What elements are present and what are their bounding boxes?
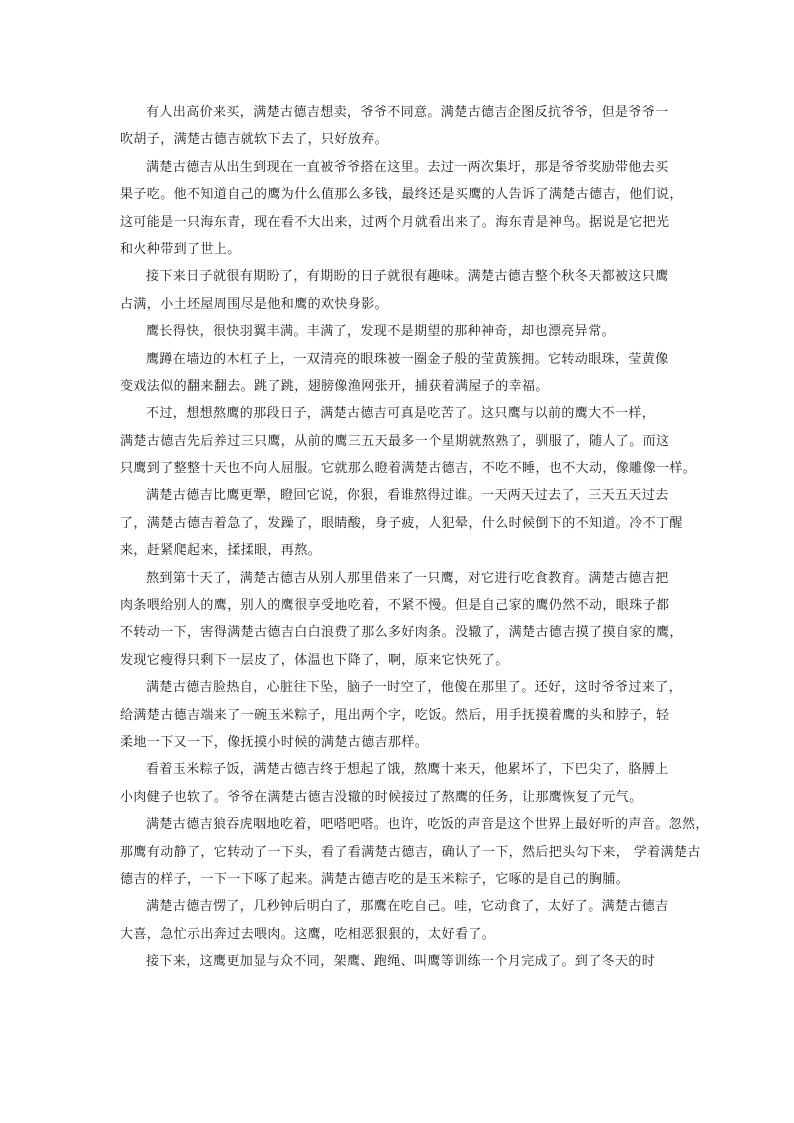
paragraph: [120, 674, 682, 756]
paragraph: [120, 154, 682, 264]
text-line: 满楚古德吉狼吞虎咽地吃着，吧嗒吧嗒。也许，吃饭的声音是这个世界上最好听的声音。忽然，: [146, 817, 709, 833]
paragraph: [120, 811, 709, 893]
paragraph: [120, 400, 697, 482]
text-line: 和火种带到了世上。: [120, 241, 241, 257]
text-line: 接下来日子就很有期盼了，有期盼的日子就很有趣味。满楚古德吉整个秋冬天都被这只鹰: [146, 269, 669, 285]
paragraph: [120, 948, 682, 975]
text-line: 接下来，这鹰更加显与众不同，架鹰、跑绳、叫鹰等训练一个月完成了。到了冬天的时: [146, 954, 656, 970]
text-line: 满楚古德吉愣了，几秒钟后明白了，那鹰在吃自己。哇，它动食了，太好了。满楚古德吉: [146, 899, 669, 915]
paragraph: [120, 565, 682, 675]
text-line: 给满楚古德吉端来了一碗玉米粽子，甩出两个字，吃饭。然后，用手抚摸着鹰的头和脖子，轻: [120, 707, 670, 723]
text-line: 小肉健子也软了。爷爷在满楚古德吉没辙的时候接过了熬鹰的任务，让那鹰恢复了元气。: [120, 789, 643, 805]
text-line: 满楚古德吉先后养过三只鹰，从前的鹰三五天最多一个星期就熬熟了，驯服了，随人了。而这: [120, 433, 670, 449]
paragraph: [120, 756, 682, 811]
text-line: 那鹰有动静了，它转动了一下头，看了看满楚古德吉，确认了一下，然后把头勾下来， 学着满楚古: [120, 844, 701, 860]
paragraph: [120, 318, 682, 345]
text-line: 鹰长得快，很快羽翼丰满。丰满了，发现不是期望的那种神奇，却也漂亮异常。: [146, 324, 616, 340]
text-line: 满楚古德吉比鹰更犟，瞪回它说，你狠，看谁熬得过谁。一天两天过去了，三天五天过去: [146, 488, 669, 504]
paragraph: [120, 263, 682, 318]
text-line: 只鹰到了整整十天也不向人屈服。它就那么瞪着满楚古德吉，不吃不睡，也不大动，像雕像一样。: [120, 461, 697, 477]
text-line: 看着玉米粽子饭，满楚古德吉终于想起了饿，熬鹰十来天，他累坏了，下巴尖了，胳膊上: [146, 762, 669, 778]
paragraph: [120, 482, 682, 564]
text-line: 肉条喂给别人的鹰，别人的鹰很享受地吃着，不紧不慢。但是自己家的鹰仍然不动，眼珠子都: [120, 598, 670, 614]
text-line: 满楚古德吉脸热自，心脏往下坠，脑子一时空了，他傻在那里了。还好，这时爷爷过来了，: [146, 680, 683, 696]
text-line: 鹰蹲在墙边的木杠子上，一双清亮的眼珠被一圈金子般的莹黄簇拥。它转动眼珠，莹黄像: [146, 351, 669, 367]
paragraph: [120, 346, 682, 401]
text-line: 柔地一下又一下，像抚摸小时候的满楚古德吉那样。: [120, 734, 429, 750]
text-line: 大喜，急忙示出奔过去喂肉。这鹰，吃相恶狠狠的，太好看了。: [120, 926, 496, 942]
text-line: 熬到第十天了，满楚古德吉从别人那里借来了一只鹰，对它进行吃食教育。满楚古德吉把: [146, 570, 669, 586]
text-line: 了，满楚古德吉着急了，发躁了，眼睛酸，身子疲，人犯晕，什么时候倒下的不知道。冷不丁醒: [120, 515, 683, 531]
text-line: 变戏法似的翻来翻去。跳了跳，翅膀像渔网张开，捕获着满屋子的幸福。: [120, 378, 549, 394]
text-line: 来，赶紧爬起来，揉揉眼，再熬。: [120, 543, 322, 559]
text-line: 不转动一下，害得满楚古德吉白白浪费了那么多好肉条。没辙了，满楚古德吉摸了摸自家的鹰，: [120, 625, 683, 641]
paragraph: [120, 99, 682, 154]
document-body: [120, 99, 709, 976]
text-line: 发现它瘦得只剩下一层皮了，体温也下降了，啊，原来它快死了。: [120, 652, 509, 668]
text-line: 占满，小土坯屋周围尽是他和鹰的欢快身影。: [120, 296, 389, 312]
text-line: 满楚古德吉从出生到现在一直被爷爷搭在这里。去过一两次集圩，那是爷爷奖励带他去买: [146, 159, 669, 175]
text-line: 吹胡子，满楚古德吉就软下去了，只好放弃。: [120, 132, 389, 148]
paragraph: [120, 893, 682, 948]
text-line: 有人出高价来买，满楚古德吉想卖，爷爷不同意。满楚古德吉企图反抗爷爷，但是爷爷一: [146, 105, 669, 120]
text-line: 果子吃。他不知道自己的鹰为什么值那么多钱，最终还是买鹰的人告诉了满楚古德吉，他们说，: [120, 187, 683, 203]
text-line: 这可能是一只海东青，现在看不大出来，过两个月就看出来了。海东青是神鸟。据说是它把光: [120, 214, 670, 230]
text-line: 德吉的样子，一下一下啄了起来。满楚古德吉吃的是玉米粽子，它啄的是自己的胸脯。: [120, 871, 630, 887]
text-line: 不过，想想熬鹰的那段日子，满楚古德吉可真是吃苦了。这只鹰与以前的鹰大不一样，: [146, 406, 656, 422]
